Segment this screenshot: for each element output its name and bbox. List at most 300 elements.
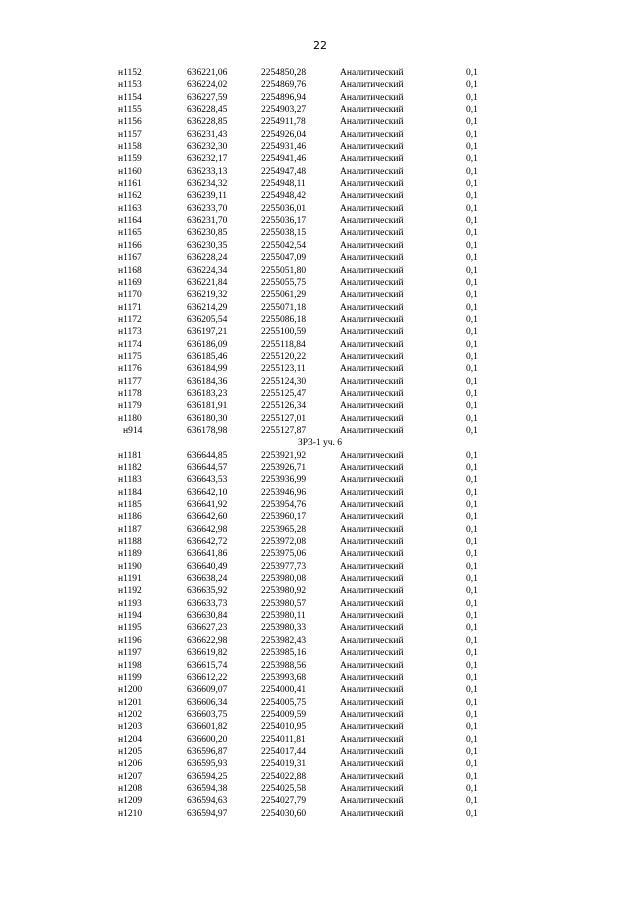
x-coordinate: 636612,22	[187, 672, 228, 683]
method-cell: Аналитический	[340, 364, 404, 375]
y-coordinate: 2255126,34	[261, 401, 307, 412]
y-coordinate: 2253980,08	[261, 574, 307, 585]
method-cell: Аналитический	[340, 240, 404, 251]
accuracy-cell: 0,1	[466, 685, 478, 696]
y-coordinate: 2254911,78	[261, 117, 306, 128]
point-id: н1202	[118, 709, 143, 720]
accuracy-cell: 0,1	[466, 697, 478, 708]
x-coordinate: 636221,84	[187, 277, 228, 288]
method-cell: Аналитический	[340, 796, 404, 807]
y-coordinate: 2255086,18	[261, 314, 307, 325]
x-coordinate: 636596,87	[187, 746, 228, 757]
x-coordinate: 636233,13	[187, 166, 228, 177]
table-row	[0, 104, 640, 116]
method-cell: Аналитический	[340, 142, 404, 153]
x-coordinate: 636227,59	[187, 92, 228, 103]
method-cell: Аналитический	[340, 166, 404, 177]
x-coordinate: 636230,85	[187, 228, 228, 239]
point-id: н1181	[118, 450, 142, 461]
table-row	[0, 277, 640, 289]
point-id: н1167	[118, 253, 142, 264]
accuracy-cell: 0,1	[466, 524, 478, 535]
accuracy-cell: 0,1	[466, 68, 478, 78]
y-coordinate: 2253960,17	[261, 512, 307, 523]
point-id: н1155	[118, 105, 142, 116]
y-coordinate: 2253982,43	[261, 635, 307, 646]
point-id: н1196	[118, 635, 142, 646]
table-row	[0, 227, 640, 239]
table-row	[0, 67, 640, 79]
x-coordinate: 636638,24	[187, 574, 228, 585]
y-coordinate: 2255042,54	[261, 240, 307, 251]
point-id: н1209	[118, 796, 143, 807]
point-id: н1173	[118, 327, 142, 338]
point-id: н1162	[118, 191, 142, 202]
method-cell: Аналитический	[340, 722, 404, 733]
method-cell: Аналитический	[340, 660, 404, 671]
accuracy-cell: 0,1	[466, 351, 478, 362]
x-coordinate: 636644,85	[187, 450, 228, 461]
point-id: н1187	[118, 524, 142, 535]
accuracy-cell: 0,1	[466, 376, 478, 387]
table-row	[0, 302, 640, 314]
method-cell: Аналитический	[340, 105, 404, 116]
accuracy-cell: 0,1	[466, 327, 478, 338]
x-coordinate: 636219,32	[187, 290, 228, 301]
accuracy-cell: 0,1	[466, 648, 478, 659]
method-cell: Аналитический	[340, 697, 404, 708]
method-cell: Аналитический	[340, 450, 404, 461]
accuracy-cell: 0,1	[466, 364, 478, 375]
method-cell: Аналитический	[340, 216, 404, 227]
x-coordinate: 636600,20	[187, 734, 228, 745]
table-row	[0, 573, 640, 585]
method-cell: Аналитический	[340, 524, 404, 535]
point-id: н1199	[118, 672, 142, 683]
method-cell: Аналитический	[340, 549, 404, 560]
y-coordinate: 2255120,22	[261, 351, 307, 362]
method-cell: Аналитический	[340, 648, 404, 659]
point-id: н1203	[118, 722, 143, 733]
accuracy-cell: 0,1	[466, 388, 478, 399]
x-coordinate: 636641,86	[187, 549, 228, 560]
method-cell: Аналитический	[340, 80, 404, 91]
method-cell: Аналитический	[340, 635, 404, 646]
x-coordinate: 636224,02	[187, 80, 228, 91]
y-coordinate: 2253921,92	[261, 450, 307, 461]
accuracy-cell: 0,1	[466, 203, 478, 214]
accuracy-cell: 0,1	[466, 142, 478, 153]
accuracy-cell: 0,1	[466, 166, 478, 177]
y-coordinate: 2254030,60	[261, 808, 307, 819]
point-id: н1210	[118, 808, 143, 819]
table-row	[0, 339, 640, 351]
accuracy-cell: 0,1	[466, 463, 478, 473]
point-id: н914	[123, 425, 143, 436]
point-id: н1198	[118, 660, 142, 671]
method-cell: Аналитический	[340, 734, 404, 745]
accuracy-cell: 0,1	[466, 80, 478, 91]
table-row	[0, 252, 640, 264]
accuracy-cell: 0,1	[466, 783, 478, 794]
y-coordinate: 2254948,42	[261, 191, 307, 202]
accuracy-cell: 0,1	[466, 216, 478, 227]
y-coordinate: 2254025,58	[261, 783, 307, 794]
point-id: н1189	[118, 549, 142, 560]
table-row	[0, 166, 640, 178]
method-cell: Аналитический	[340, 154, 404, 165]
x-coordinate: 636601,82	[187, 722, 228, 733]
x-coordinate: 636230,35	[187, 240, 228, 251]
x-coordinate: 636640,49	[187, 561, 228, 572]
point-id: н1158	[118, 142, 142, 153]
method-cell: Аналитический	[340, 388, 404, 399]
x-coordinate: 636594,63	[187, 796, 228, 807]
y-coordinate: 2255100,59	[261, 327, 307, 338]
table-row	[0, 499, 640, 511]
y-coordinate: 2254869,76	[261, 80, 307, 91]
y-coordinate: 2254850,28	[261, 68, 307, 78]
table-row	[0, 536, 640, 548]
table-row	[0, 808, 640, 820]
y-coordinate: 2255055,75	[261, 277, 307, 288]
method-cell: Аналитический	[340, 611, 404, 622]
y-coordinate: 2255071,18	[261, 302, 307, 313]
accuracy-cell: 0,1	[466, 314, 478, 325]
table-row	[0, 647, 640, 659]
point-id: н1171	[118, 302, 142, 313]
point-id: н1179	[118, 401, 142, 412]
x-coordinate: 636627,23	[187, 623, 228, 634]
x-coordinate: 636180,30	[187, 413, 228, 424]
table-row	[0, 684, 640, 696]
accuracy-cell: 0,1	[466, 796, 478, 807]
point-id: н1154	[118, 92, 142, 103]
method-cell: Аналитический	[340, 253, 404, 264]
point-id: н1169	[118, 277, 142, 288]
y-coordinate: 2253936,99	[261, 475, 307, 486]
y-coordinate: 2254926,04	[261, 129, 307, 140]
point-id: н1205	[118, 746, 143, 757]
method-cell: Аналитический	[340, 401, 404, 412]
table-row	[0, 265, 640, 277]
method-cell: Аналитический	[340, 623, 404, 634]
table-row	[0, 92, 640, 104]
method-cell: Аналитический	[340, 463, 404, 473]
method-cell: Аналитический	[340, 327, 404, 338]
x-coordinate: 636224,34	[187, 265, 228, 276]
table-row	[0, 598, 640, 610]
table-row	[0, 141, 640, 153]
y-coordinate: 2255118,84	[261, 339, 306, 350]
table-row	[0, 178, 640, 190]
x-coordinate: 636239,11	[187, 191, 228, 202]
accuracy-cell: 0,1	[466, 574, 478, 585]
point-id: н1194	[118, 611, 142, 622]
y-coordinate: 2253993,68	[261, 672, 307, 683]
method-cell: Аналитический	[340, 129, 404, 140]
table-row	[0, 129, 640, 141]
y-coordinate: 2254027,79	[261, 796, 307, 807]
y-coordinate: 2254896,94	[261, 92, 307, 103]
point-id: н1164	[118, 216, 142, 227]
y-coordinate: 2254022,88	[261, 771, 307, 782]
y-coordinate: 2254948,11	[261, 179, 306, 190]
x-coordinate: 636183,23	[187, 388, 228, 399]
x-coordinate: 636606,34	[187, 697, 228, 708]
accuracy-cell: 0,1	[466, 179, 478, 190]
accuracy-cell: 0,1	[466, 734, 478, 745]
x-coordinate: 636231,70	[187, 216, 228, 227]
table-row	[0, 795, 640, 807]
accuracy-cell: 0,1	[466, 500, 478, 511]
table-row	[0, 326, 640, 338]
method-cell: Аналитический	[340, 746, 404, 757]
table-row	[0, 376, 640, 388]
point-id: н1161	[118, 179, 142, 190]
y-coordinate: 2255036,01	[261, 203, 307, 214]
method-cell: Аналитический	[340, 574, 404, 585]
y-coordinate: 2254011,81	[261, 734, 306, 745]
accuracy-cell: 0,1	[466, 105, 478, 116]
x-coordinate: 636197,21	[187, 327, 228, 338]
x-coordinate: 636642,10	[187, 487, 228, 498]
point-id: н1165	[118, 228, 142, 239]
y-coordinate: 2255127,01	[261, 413, 307, 424]
point-id: н1186	[118, 512, 142, 523]
y-coordinate: 2253980,57	[261, 598, 307, 609]
point-id: н1188	[118, 537, 142, 548]
x-coordinate: 636231,43	[187, 129, 228, 140]
y-coordinate: 2254009,59	[261, 709, 307, 720]
table-row	[0, 388, 640, 400]
method-cell: Аналитический	[340, 92, 404, 103]
x-coordinate: 636603,75	[187, 709, 228, 720]
method-cell: Аналитический	[340, 339, 404, 350]
table-row	[0, 635, 640, 647]
accuracy-cell: 0,1	[466, 290, 478, 301]
point-id: н1175	[118, 351, 142, 362]
x-coordinate: 636615,74	[187, 660, 228, 671]
table-row	[0, 746, 640, 758]
coordinates-table	[0, 67, 640, 820]
point-id: н1207	[118, 771, 143, 782]
table-row	[0, 153, 640, 165]
method-cell: Аналитический	[340, 265, 404, 276]
accuracy-cell: 0,1	[466, 759, 478, 770]
method-cell: Аналитический	[340, 351, 404, 362]
accuracy-cell: 0,1	[466, 191, 478, 202]
accuracy-cell: 0,1	[466, 450, 478, 461]
method-cell: Аналитический	[340, 302, 404, 313]
table-row	[0, 240, 640, 252]
y-coordinate: 2253954,76	[261, 500, 307, 511]
y-coordinate: 2255047,09	[261, 253, 307, 264]
point-id: н1178	[118, 388, 142, 399]
y-coordinate: 2253946,96	[261, 487, 307, 498]
table-row	[0, 734, 640, 746]
point-id: н1157	[118, 129, 142, 140]
accuracy-cell: 0,1	[466, 401, 478, 412]
x-coordinate: 636232,17	[187, 154, 228, 165]
y-coordinate: 2253985,16	[261, 648, 307, 659]
table-row	[0, 215, 640, 227]
method-cell: Аналитический	[340, 487, 404, 498]
accuracy-cell: 0,1	[466, 549, 478, 560]
method-cell: Аналитический	[340, 512, 404, 523]
y-coordinate: 2254017,44	[261, 746, 307, 757]
accuracy-cell: 0,1	[466, 623, 478, 634]
x-coordinate: 636641,92	[187, 500, 228, 511]
x-coordinate: 636185,46	[187, 351, 228, 362]
table-row	[0, 721, 640, 733]
point-id: н1174	[118, 339, 142, 350]
point-id: н1160	[118, 166, 142, 177]
point-id: н1156	[118, 117, 142, 128]
y-coordinate: 2255125,47	[261, 388, 307, 399]
y-coordinate: 2253977,73	[261, 561, 307, 572]
y-coordinate: 2255036,17	[261, 216, 307, 227]
accuracy-cell: 0,1	[466, 537, 478, 548]
accuracy-cell: 0,1	[466, 598, 478, 609]
method-cell: Аналитический	[340, 808, 404, 819]
method-cell: Аналитический	[340, 475, 404, 486]
point-id: н1192	[118, 586, 142, 597]
section-title: ЗР3-1 уч. 6	[297, 438, 343, 449]
accuracy-cell: 0,1	[466, 611, 478, 622]
y-coordinate: 2254019,31	[261, 759, 307, 770]
y-coordinate: 2255038,15	[261, 228, 307, 239]
page-number: 22	[313, 39, 327, 52]
accuracy-cell: 0,1	[466, 672, 478, 683]
accuracy-cell: 0,1	[466, 413, 478, 424]
accuracy-cell: 0,1	[466, 722, 478, 733]
accuracy-cell: 0,1	[466, 277, 478, 288]
point-id: н1182	[118, 463, 142, 473]
point-id: н1204	[118, 734, 143, 745]
accuracy-cell: 0,1	[466, 561, 478, 572]
table-row	[0, 585, 640, 597]
point-id: н1168	[118, 265, 142, 276]
point-id: н1166	[118, 240, 142, 251]
point-id: н1170	[118, 290, 142, 301]
y-coordinate: 2255127,87	[261, 425, 307, 436]
table-row	[0, 116, 640, 128]
table-row	[0, 697, 640, 709]
method-cell: Аналитический	[340, 425, 404, 436]
accuracy-cell: 0,1	[466, 808, 478, 819]
point-id: н1190	[118, 561, 142, 572]
table-row	[0, 363, 640, 375]
y-coordinate: 2254000,41	[261, 685, 307, 696]
method-cell: Аналитический	[340, 314, 404, 325]
table-row	[0, 660, 640, 672]
accuracy-cell: 0,1	[466, 660, 478, 671]
accuracy-cell: 0,1	[466, 253, 478, 264]
method-cell: Аналитический	[340, 179, 404, 190]
point-id: н1193	[118, 598, 142, 609]
point-id: н1195	[118, 623, 142, 634]
x-coordinate: 636642,72	[187, 537, 228, 548]
y-coordinate: 2255123,11	[261, 364, 306, 375]
x-coordinate: 636181,91	[187, 401, 228, 412]
section-heading	[0, 437, 640, 449]
accuracy-cell: 0,1	[466, 240, 478, 251]
x-coordinate: 636228,45	[187, 105, 228, 116]
x-coordinate: 636635,92	[187, 586, 228, 597]
method-cell: Аналитический	[340, 709, 404, 720]
y-coordinate: 2253975,06	[261, 549, 307, 560]
table-row	[0, 413, 640, 425]
y-coordinate: 2254941,46	[261, 154, 307, 165]
method-cell: Аналитический	[340, 561, 404, 572]
accuracy-cell: 0,1	[466, 129, 478, 140]
accuracy-cell: 0,1	[466, 475, 478, 486]
accuracy-cell: 0,1	[466, 771, 478, 782]
method-cell: Аналитический	[340, 203, 404, 214]
method-cell: Аналитический	[340, 586, 404, 597]
x-coordinate: 636642,60	[187, 512, 228, 523]
x-coordinate: 636233,70	[187, 203, 228, 214]
y-coordinate: 2254947,48	[261, 166, 307, 177]
point-id: н1201	[118, 697, 143, 708]
accuracy-cell: 0,1	[466, 92, 478, 103]
method-cell: Аналитический	[340, 537, 404, 548]
x-coordinate: 636228,24	[187, 253, 228, 264]
method-cell: Аналитический	[340, 759, 404, 770]
table-row	[0, 400, 640, 412]
y-coordinate: 2255061,29	[261, 290, 307, 301]
table-row	[0, 548, 640, 560]
table-row	[0, 450, 640, 462]
x-coordinate: 636595,93	[187, 759, 228, 770]
x-coordinate: 636633,73	[187, 598, 228, 609]
point-id: н1183	[118, 475, 142, 486]
x-coordinate: 636642,98	[187, 524, 228, 535]
method-cell: Аналитический	[340, 376, 404, 387]
method-cell: Аналитический	[340, 277, 404, 288]
x-coordinate: 636644,57	[187, 463, 228, 473]
x-coordinate: 636619,82	[187, 648, 228, 659]
x-coordinate: 636594,38	[187, 783, 228, 794]
point-id: н1176	[118, 364, 142, 375]
y-coordinate: 2255124,30	[261, 376, 307, 387]
method-cell: Аналитический	[340, 68, 404, 78]
method-cell: Аналитический	[340, 783, 404, 794]
accuracy-cell: 0,1	[466, 487, 478, 498]
y-coordinate: 2254903,27	[261, 105, 307, 116]
x-coordinate: 636184,99	[187, 364, 228, 375]
table-row	[0, 511, 640, 523]
accuracy-cell: 0,1	[466, 265, 478, 276]
point-id: н1153	[118, 80, 142, 91]
table-row	[0, 487, 640, 499]
y-coordinate: 2254931,46	[261, 142, 307, 153]
y-coordinate: 2253972,08	[261, 537, 307, 548]
x-coordinate: 636228,85	[187, 117, 228, 128]
y-coordinate: 2254005,75	[261, 697, 307, 708]
method-cell: Аналитический	[340, 191, 404, 202]
accuracy-cell: 0,1	[466, 746, 478, 757]
point-id: н1172	[118, 314, 142, 325]
accuracy-cell: 0,1	[466, 302, 478, 313]
accuracy-cell: 0,1	[466, 154, 478, 165]
point-id: н1191	[118, 574, 142, 585]
x-coordinate: 636221,06	[187, 68, 228, 78]
table-row	[0, 425, 640, 437]
accuracy-cell: 0,1	[466, 425, 478, 436]
x-coordinate: 636622,98	[187, 635, 228, 646]
